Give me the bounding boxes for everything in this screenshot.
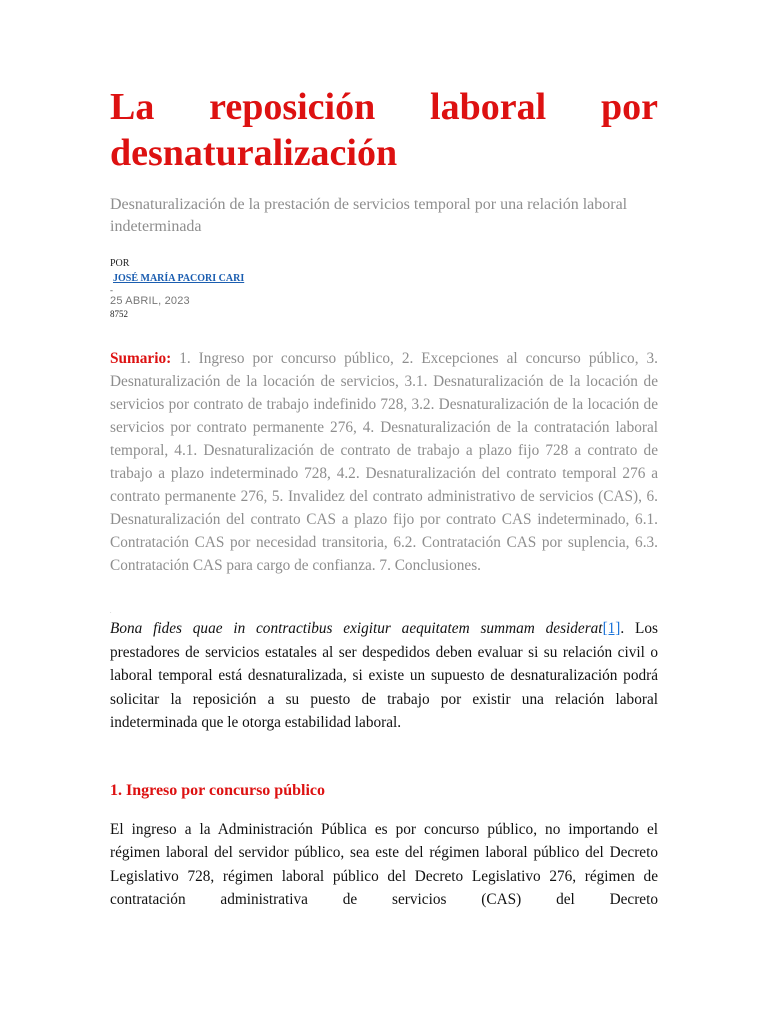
section-paragraph: El ingreso a la Administración Pública es por concurso público, no importando el régimen laboral del servidor público, sea este del régimen laboral público del Decreto Legislativo 728, régimen laboral público del Decreto Legislativo 276, régimen de contratación administrativa de servicios (CAS) del Decreto	[110, 820, 658, 908]
title-line-1	[110, 84, 658, 130]
title-word: laboral	[430, 86, 547, 128]
title-line-2: desnaturalización	[110, 132, 398, 174]
intro-text: . Los prestadores de servicios estatales al ser despedidos deben evaluar si su relación civil o laboral temporal está desnaturalizada, si existe un supuesto de desnaturalización podrá solicitar la reposición a su puesto de trabajo por existir una relación laboral indeterminada que le otorga estabilidad laboral.	[110, 620, 658, 731]
article-title	[110, 0, 658, 176]
article-meta	[110, 258, 658, 320]
summary-text: 1. Ingreso por concurso público, 2. Excepciones al concurso público, 3. Desnaturalización de la locación de servicios, 3.1. Desnaturalización de la locación de servicios por contrato de trabajo indefinido 728, 3.2. Desnaturalización de la locación de servicios por contrato permanente 276, 4. Desnaturalización de la contratación laboral temporal, 4.1. Desnaturalización de contrato de trabajo a plazo fijo 728 a contrato de trabajo a plazo indeterminado 728, 4.2. Desnaturalización del contrato temporal 276 a contrato permanente 276, 5. Invalidez del contrato administrativo de servicios (CAS), 6. Desnaturalización del contrato CAS a plazo fijo por contrato CAS indeterminado, 6.1. Contratación CAS por necesidad transitoria, 6.2. Contratación CAS por suplencia, 6.3. Contratación CAS para cargo de confianza. 7. Conclusiones.	[110, 350, 658, 574]
publish-date: 25 ABRIL, 2023	[110, 295, 190, 307]
spacer-mark: .	[110, 609, 112, 615]
footnote-link[interactable]: [1]	[602, 620, 621, 637]
meta-separator: -	[110, 285, 113, 295]
intro-paragraph	[110, 617, 658, 735]
view-count: 8752	[110, 309, 128, 319]
summary-label: Sumario:	[110, 350, 172, 367]
title-word: reposición	[209, 86, 376, 128]
author-link[interactable]: JOSÉ MARÍA PACORI CARI	[113, 273, 245, 284]
section-heading: 1. Ingreso por concurso público	[110, 781, 325, 799]
title-word: La	[110, 86, 155, 128]
byline-prefix: POR	[110, 258, 130, 269]
article-subtitle: Desnaturalización de la prestación de servicios temporal por una relación laboral indeterminada	[110, 196, 628, 235]
summary-paragraph	[110, 347, 658, 577]
title-word: por	[600, 86, 658, 128]
latin-quote: Bona fides quae in contractibus exigitur aequitatem summam desiderat	[110, 620, 603, 637]
